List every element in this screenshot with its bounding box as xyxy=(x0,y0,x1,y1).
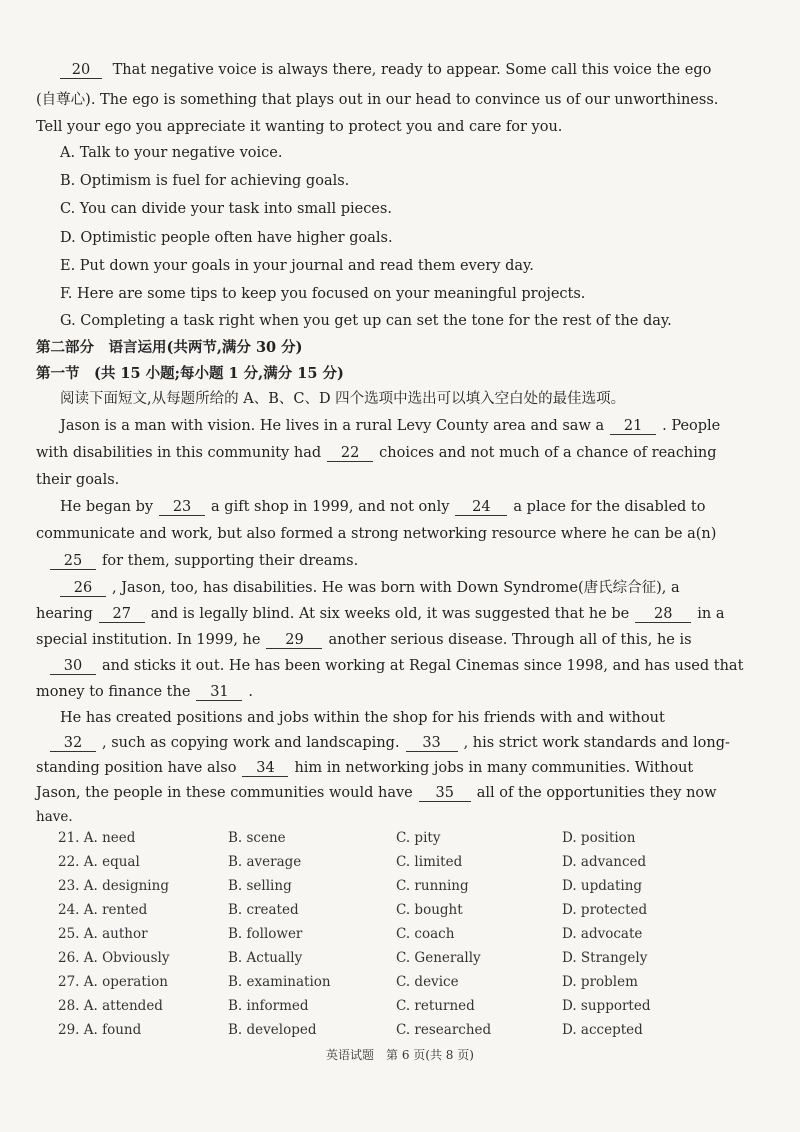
option-d: D. Optimistic people often have higher goals. xyxy=(60,230,393,246)
passage-line: 26 , Jason, too, has disabilities. He was born with Down Syndrome(唐氏综合征), a xyxy=(60,578,790,598)
choice-row-23: 23. A. designing B. selling C. running D. updating xyxy=(58,878,643,894)
blank-26: 26 xyxy=(60,580,106,597)
choice-row-24: 24. A. rented B. created C. bought D. protected xyxy=(58,902,648,918)
blank-24: 24 xyxy=(455,499,507,516)
option-g: G. Completing a task right when you get up can set the tone for the rest of the day. xyxy=(60,313,672,329)
instructions: 阅读下面短文,从每题所给的 A、B、C、D 四个选项中选出可以填入空白处的最佳选项。 xyxy=(60,391,626,407)
blank-34: 34 xyxy=(242,760,288,777)
section1-title: 第一节 (共 15 小题;每小题 1 分,满分 15 分) xyxy=(36,365,344,382)
q20-text-1: That negative voice is always there, ready to appear. Some call this voice the ego xyxy=(112,62,712,78)
passage-line: their goals. xyxy=(36,472,120,488)
blank-28: 28 xyxy=(635,606,691,623)
passage-line: special institution. In 1999, he 29 another serious disease. Through all of this, he is xyxy=(36,632,692,648)
passage-line: 32 , such as copying work and landscaping. 33 , his strict work standards and long- xyxy=(36,733,766,753)
option-b: B. Optimism is fuel for achieving goals. xyxy=(60,173,350,189)
passage-line: He has created positions and jobs within the shop for his friends with and without xyxy=(60,710,665,726)
passage-line: 30 and sticks it out. He has been working at Regal Cinemas since 1998, and has used that xyxy=(36,656,766,676)
page-footer: 英语试题 第 6 页(共 8 页) xyxy=(326,1048,474,1062)
blank-31: 31 xyxy=(196,684,242,701)
choice-row-29: 29. A. found B. developed C. researched D. accepted xyxy=(58,1022,643,1038)
blank-32: 32 xyxy=(50,735,96,752)
blank-27: 27 xyxy=(99,606,145,623)
option-e: E. Put down your goals in your journal and read them every day. xyxy=(60,258,534,274)
passage-line: Jason is a man with vision. He lives in a rural Levy County area and saw a 21 . People xyxy=(60,418,721,434)
q20-line-2: (自尊心). The ego is something that plays out in our head to convince us of our unworthiness. xyxy=(36,92,719,108)
passage-line: hearing 27 and is legally blind. At six weeks old, it was suggested that he be 28 in a xyxy=(36,606,725,622)
blank-33: 33 xyxy=(406,735,458,752)
choice-row-25: 25. A. author B. follower C. coach D. advocate xyxy=(58,926,643,942)
choice-row-21: 21. A. need B. scene C. pity D. position xyxy=(58,830,636,846)
part2-title: 第二部分 语言运用(共两节,满分 30 分) xyxy=(36,339,303,356)
blank-21: 21 xyxy=(610,418,656,435)
passage-line: He began by 23 a gift shop in 1999, and not only 24 a place for the disabled to xyxy=(60,499,706,515)
passage-line: Jason, the people in these communities would have 35 all of the opportunities they now xyxy=(36,785,717,801)
passage-line: have. xyxy=(36,809,73,825)
blank-30: 30 xyxy=(50,658,96,675)
q20-line-1 xyxy=(60,60,790,80)
q20-line-3: Tell your ego you appreciate it wanting to protect you and care for you. xyxy=(36,119,563,135)
choice-row-26: 26. A. Obviously B. Actually C. Generally D. Strangely xyxy=(58,950,648,966)
choice-row-22: 22. A. equal B. average C. limited D. advanced xyxy=(58,854,647,870)
passage-line: 25 for them, supporting their dreams. xyxy=(36,551,766,571)
choice-row-28: 28. A. attended B. informed C. returned D. supported xyxy=(58,998,651,1014)
passage-line: standing position have also 34 him in networking jobs in many communities. Without xyxy=(36,760,694,776)
blank-23: 23 xyxy=(159,499,205,516)
blank-25: 25 xyxy=(50,553,96,570)
blank-29: 29 xyxy=(266,632,322,649)
passage-line: money to finance the 31 . xyxy=(36,684,254,700)
blank-22: 22 xyxy=(327,445,373,462)
option-c: C. You can divide your task into small pieces. xyxy=(60,201,392,217)
blank-35: 35 xyxy=(419,785,471,802)
passage-line: with disabilities in this community had 22 choices and not much of a chance of reaching xyxy=(36,445,717,461)
q20-number: 20 xyxy=(60,62,102,79)
option-f: F. Here are some tips to keep you focused on your meaningful projects. xyxy=(60,286,586,302)
passage-line: communicate and work, but also formed a strong networking resource where he can be a(n) xyxy=(36,526,717,542)
choice-row-27: 27. A. operation B. examination C. device D. problem xyxy=(58,974,638,990)
option-a: A. Talk to your negative voice. xyxy=(60,145,283,161)
